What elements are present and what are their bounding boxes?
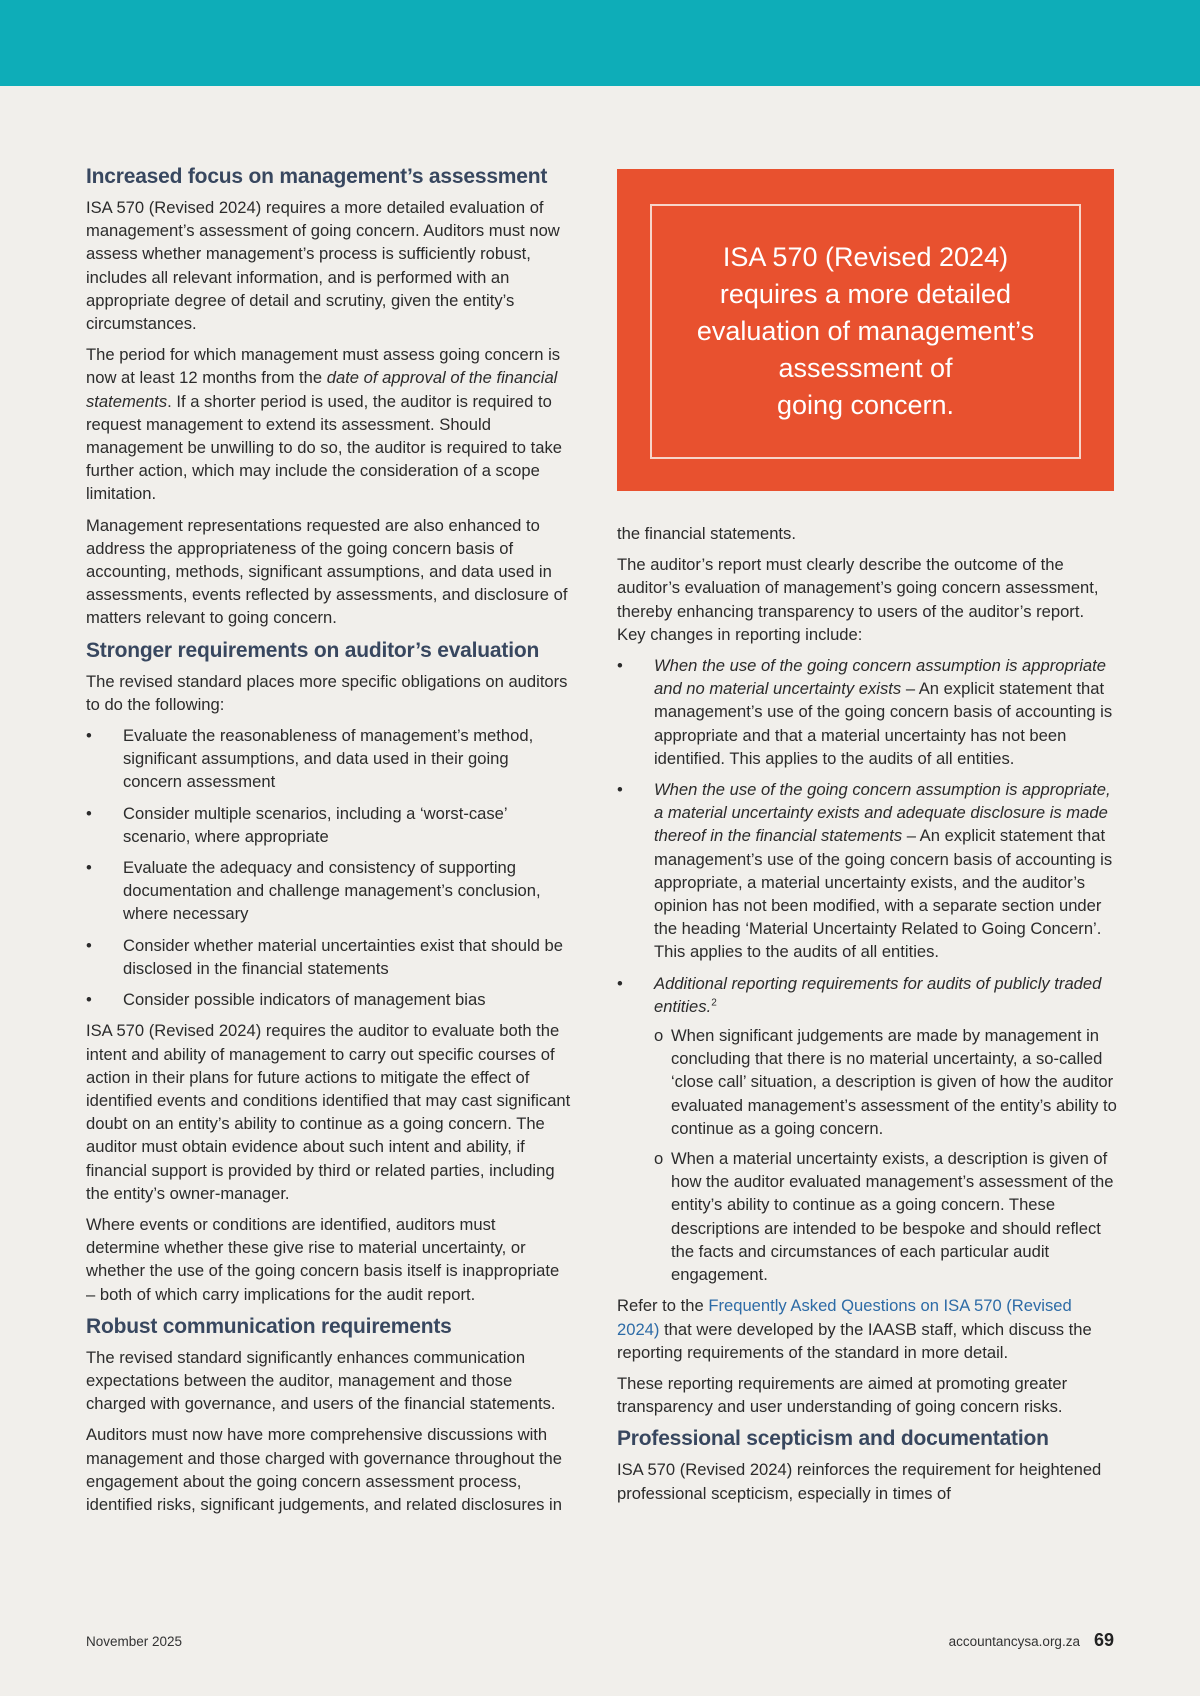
pull-quote-border [650,204,1081,459]
heading-auditor-evaluation: Stronger requirements on auditor’s evaluation [86,638,540,662]
footnote-ref: 2 [711,997,717,1009]
paragraph: The period for which management must assess going concern is now at least 12 months from the date of approval of the financial statements. If a shorter period is used, the auditor is required to request management to extend its assessment. Should management be unwilling to do so, the auditor is required to take further action, which may include the consideration of a scope limitation. [86,345,562,504]
paragraph: ISA 570 (Revised 2024) requires the auditor to evaluate both the intent and ability of management to carry out specific courses of action in their plans for future actions to mitigate the effect of identified events and conditions identified that may cast significant doubt on an entity’s ability to continue as a going concern. The auditor must obtain evidence about such intent and ability, if financial support is provided by third or related parties, including the entity’s owner-manager. [86,1021,571,1203]
right-column [617,522,1117,1505]
footer-right [949,1630,1114,1651]
list-item: • Evaluate the adequacy and consistency of supporting documentation and challenge management’s conclusion, where necessary [86,856,572,926]
paragraph: Management representations requested are also enhanced to address the appropriateness of the going concern basis of accounting, methods, significant assumptions, and data used in assessments, events reflected by assessments, and disclosure of matters relevant to going concern. [86,515,568,628]
sub-list-item: o When significant judgements are made by management in concluding that there is no material uncertainty, a so-called ‘close call’ situation, a description is given of how the auditor evaluated management’s assessment of the entity’s ability to continue as a going concern. [654,1024,1117,1140]
sub-list [654,1024,1117,1286]
paragraph: ISA 570 (Revised 2024) reinforces the requirement for heightened professional scepticism, especially in times of [617,1460,1102,1503]
paragraph: The auditor’s report must clearly describe the outcome of the auditor’s evaluation of management’s going concern assessment, thereby enhancing transparency to users of the auditor’s report. Key changes in reporting include: [617,555,1099,644]
paragraph: Where events or conditions are identified, auditors must determine whether these give rise to material uncertainty, or whether the use of the going concern basis itself is inappropriate – both of which carry implications for the audit report. [86,1214,560,1304]
list-item: • Consider possible indicators of management bias [86,988,572,1011]
paragraph: the financial statements. [617,524,796,543]
list-item: • Consider whether material uncertainties exist that should be disclosed in the financial statements [86,934,572,980]
paragraph: The revised standard significantly enhances communication expectations between the auditor, management and those charged with governance, and users of the financial statements. [86,1347,556,1414]
left-column [86,164,572,1516]
footer-website[interactable]: accountancysa.org.za [948,1634,1080,1649]
paragraph: Refer to the Frequently Asked Questions on ISA 570 (Revised 2024) that were developed by the IAASB staff, which discuss the reporting requirements of the standard in more detail. [617,1296,1092,1362]
paragraph: ISA 570 (Revised 2024) requires a more detailed evaluation of management’s assessment of going concern. Auditors must now assess whether management’s process is sufficiently robust, includes all relevant information, and is performed with an appropriate degree of detail and scrutiny, given the entity’s circumstances. [86,198,560,334]
heading-scepticism: Professional scepticism and documentation [617,1427,1049,1451]
reporting-changes-list [617,654,1117,1286]
footer-date: November 2025 [86,1634,183,1649]
list-item: • Evaluate the reasonableness of management’s method, significant assumptions, and data used in their going concern assessment [86,724,572,794]
heading-management-assessment: Increased focus on management’s assessment [86,165,548,188]
list-item: • Additional reporting requirements for audits of publicly traded entities.$^2$ o When significant judgements are made by management in concluding that there is no material uncertainty, a so-called ‘close call’ situation, a description is given of how the auditor evaluated management’s assessment of the entity’s ability to continue as a going concern. o When a material uncertainty exists, a description is given of how the auditor evaluated management’s assessment of the entity’s ability to continue as a going concern. These descriptions are intended to be bespoke and should reflect the facts and circumstances of each particular audit engagement. [617,972,1117,1287]
faq-link[interactable]: Frequently Asked Questions on ISA 570 (Revised 2024) [617,1296,1072,1339]
header-band [0,0,1200,86]
heading-communication: Robust communication requirements [86,1314,452,1338]
list-item: • When the use of the going concern assumption is appropriate and no material uncertainty exists – An explicit statement that management’s use of the going concern basis of accounting is appropriate and that a material uncertainty has not been identified. This applies to the audits of all entities. [617,654,1117,770]
paragraph: Auditors must now have more comprehensive discussions with management and those charged with governance throughout the engagement about the going concern assessment process, identified risks, significant judgements, and related disclosures in [86,1425,563,1514]
paragraph: The revised standard places more specific obligations on auditors to do the following: [86,671,568,714]
paragraph: These reporting requirements are aimed at promoting greater transparency and user understanding of going concern risks. [617,1373,1068,1417]
list-item: • When the use of the going concern assumption is appropriate, a material uncertainty exists and adequate disclosure is made thereof in the financial statements – An explicit statement that management’s use of the going concern basis of accounting is appropriate, a material uncertainty exists, and the auditor’s opinion has not been modified, with a separate section under the heading ‘Material Uncertainty Related to Going Concern’. This applies to the audits of all entities. [617,778,1117,964]
list-item: • Consider multiple scenarios, including a ‘worst-case’ scenario, where appropriate [86,802,572,848]
sub-list-item: o When a material uncertainty exists, a description is given of how the auditor evaluated management’s assessment of the entity’s ability to continue as a going concern. These descriptions are intended to be bespoke and should reflect the facts and circumstances of each particular audit engagement. [654,1147,1117,1286]
page-number: 69 [1093,1630,1114,1650]
obligations-list [86,724,572,1011]
pull-quote-text: ISA 570 (Revised 2024) requires a more detailed evaluation of management’s assessment of going concern. [696,242,1035,420]
pull-quote-box [617,169,1114,491]
